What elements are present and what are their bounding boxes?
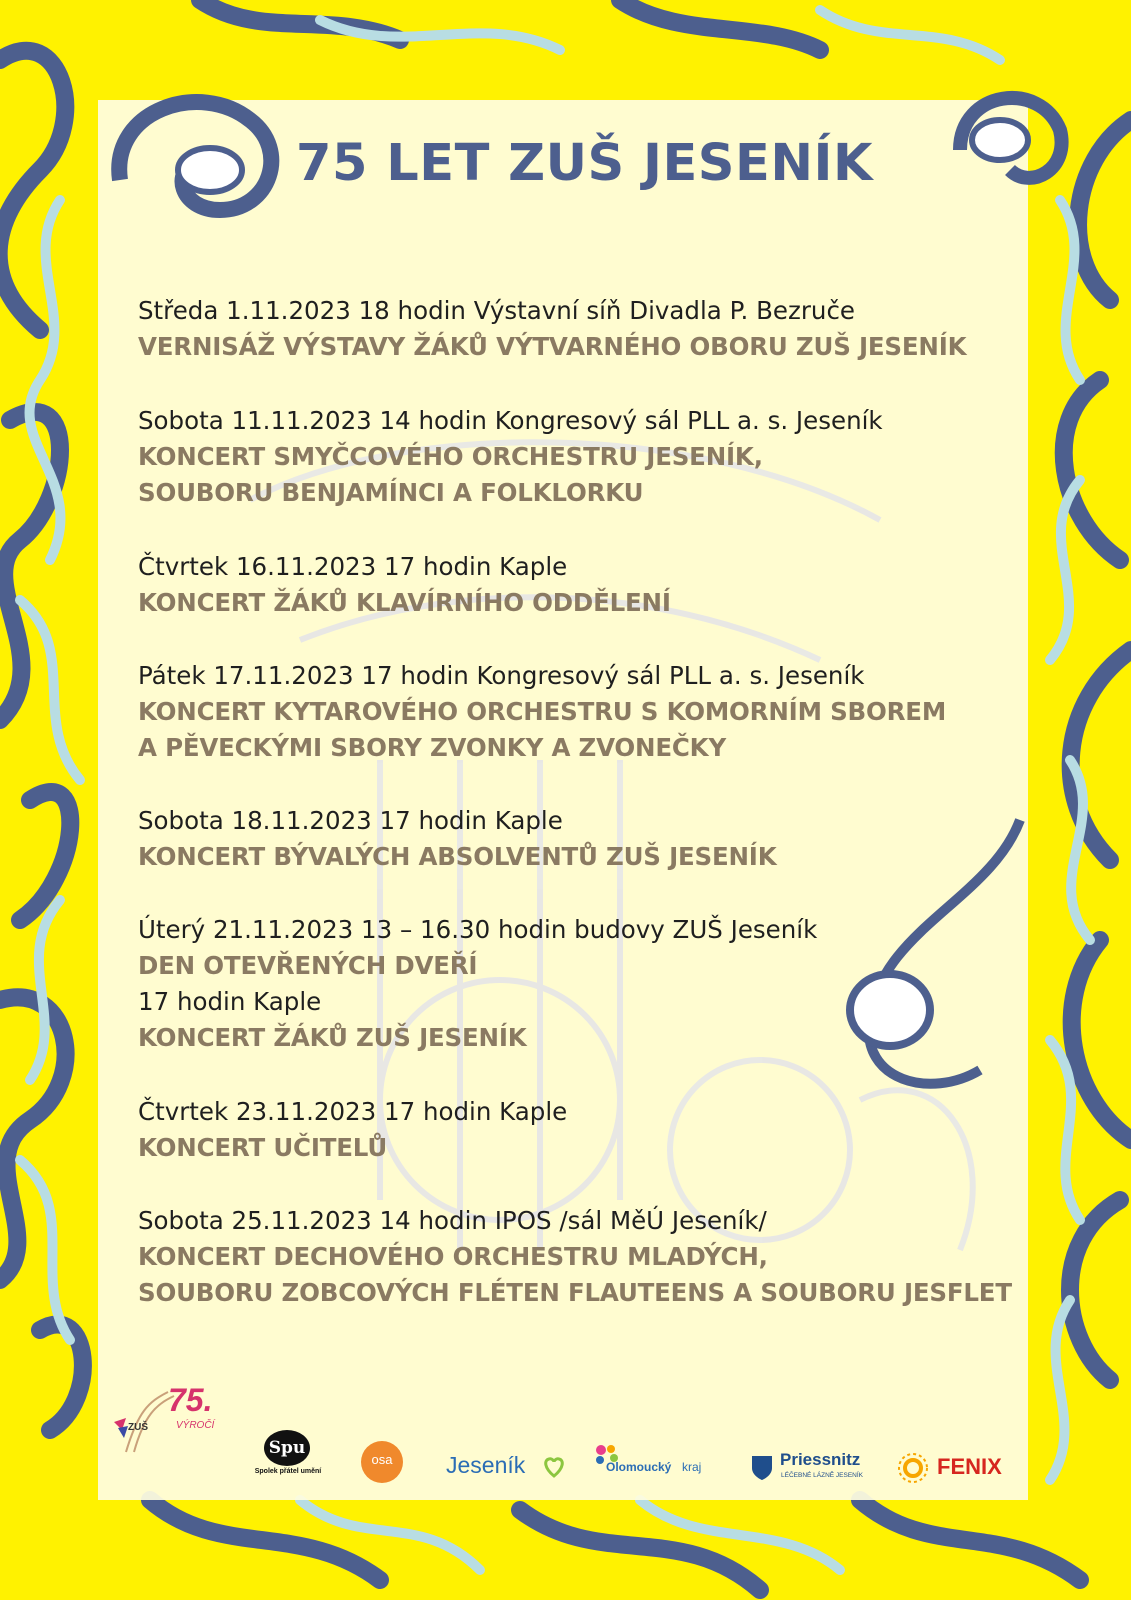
priessnitz-text: Priessnitz: [780, 1450, 861, 1469]
event-date: Středa 1.11.2023 18 hodin Výstavní síň Divadla P. Bezruče: [138, 296, 856, 325]
event-title: KONCERT KYTAROVÉHO ORCHESTRU S KOMORNÍM SBOREM: [138, 697, 947, 726]
event-title: KONCERT ŽÁKŮ KLAVÍRNÍHO ODDĚLENÍ: [138, 588, 671, 617]
priessnitz-sub: LÉČEBNÉ LÁZNĚ JESENÍK: [781, 1472, 863, 1479]
zus-75-number: 75.: [168, 1382, 213, 1418]
zus-75-logo: [108, 1382, 228, 1458]
event-title: VERNISÁŽ VÝSTAVY ŽÁKŮ VÝTVARNÉHO OBORU ZUŠ JESENÍK: [138, 332, 967, 361]
zus-small-text: ZUŠ: [128, 1422, 148, 1433]
event-date: Čtvrtek 23.11.2023 17 hodin Kaple: [138, 1097, 568, 1126]
zus-75-text: VÝROČÍ: [176, 1420, 215, 1431]
event-date: Čtvrtek 16.11.2023 17 hodin Kaple: [138, 552, 568, 581]
page-title: 75 LET ZUŠ JESENÍK: [296, 134, 874, 193]
event-title: KONCERT SMYČCOVÉHO ORCHESTRU JESENÍK,: [138, 442, 763, 471]
shield-icon: [750, 1454, 774, 1482]
event-date: Úterý 21.11.2023 13 – 16.30 hodin budovy ZUŠ Jeseník: [138, 915, 818, 944]
event-title: KONCERT UČITELŮ: [138, 1133, 388, 1162]
osa-mark: osa: [371, 1452, 393, 1467]
spu-mark: Spu: [264, 1430, 310, 1466]
event-title: KONCERT ŽÁKŮ ZUŠ JESENÍK: [138, 1023, 527, 1052]
event-title: SOUBORU BENJAMÍNCI A FOLKLORKU: [138, 478, 644, 507]
olomoucky-kraj-logo: [592, 1442, 712, 1482]
sun-icon: [897, 1452, 929, 1484]
fenix-sun-logo: [897, 1452, 1017, 1486]
event-title: A PĚVECKÝMI SBORY ZVONKY A ZVONEČKY: [138, 733, 726, 762]
event-title: KONCERT DECHOVÉHO ORCHESTRU MLADÝCH,: [138, 1242, 768, 1271]
priessnitz-shield-logo: [750, 1450, 880, 1486]
event-date: 17 hodin Kaple: [138, 987, 322, 1016]
event-title: KONCERT BÝVALÝCH ABSOLVENTŮ ZUŠ JESENÍK: [138, 842, 777, 871]
jesenik-heart-logo: [446, 1452, 566, 1484]
fenix-text: FENIX: [937, 1454, 1002, 1479]
olomoucky-text: Olomoucký: [606, 1460, 672, 1474]
heart-icon: [542, 1456, 566, 1478]
event-title: DEN OTEVŘENÝCH DVEŘÍ: [138, 951, 478, 980]
osa-logo: [361, 1441, 403, 1483]
spu-text: Spolek přátel umění: [254, 1468, 322, 1475]
kraj-text: kraj: [682, 1460, 702, 1474]
jesenik-text: Jeseník: [446, 1452, 526, 1478]
event-date: Sobota 11.11.2023 14 hodin Kongresový sál PLL a. s. Jeseník: [138, 406, 883, 435]
event-title: SOUBORU ZOBCOVÝCH FLÉTEN FLAUTEENS A SOUBORU JESFLET: [138, 1278, 1012, 1307]
spu-logo: [248, 1430, 328, 1484]
event-date: Sobota 18.11.2023 17 hodin Kaple: [138, 806, 563, 835]
event-date: Pátek 17.11.2023 17 hodin Kongresový sál PLL a. s. Jeseník: [138, 661, 865, 690]
event-date: Sobota 25.11.2023 14 hodin IPOS /sál MěÚ Jeseník/: [138, 1206, 767, 1235]
